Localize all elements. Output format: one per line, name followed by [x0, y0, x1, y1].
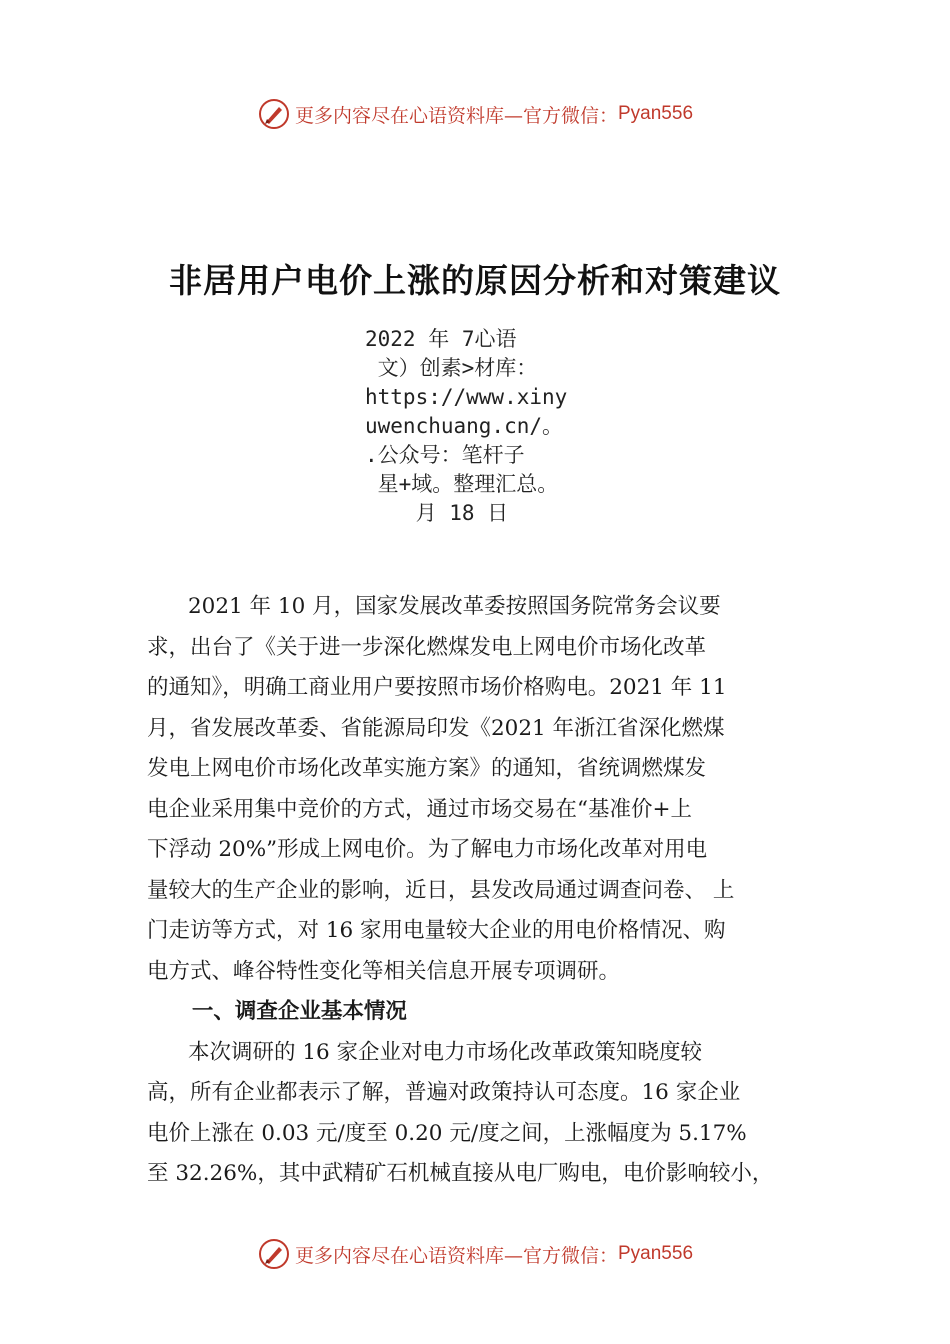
document-body	[147, 587, 827, 1195]
watermark-banner-top	[0, 94, 950, 134]
date-line: .公众号：笔杆子	[365, 443, 525, 467]
paragraph-line: 高，所有企业都表示了解，普遍对政策持认可态度。16 家企业	[147, 1080, 741, 1105]
watermark-text: 更多内容尽在心语资料库—官方微信：	[294, 104, 618, 127]
paragraph-line: 月，省发展改革委、省能源局印发《2021 年浙江省深化燃煤	[147, 715, 725, 741]
paragraph-line: 本次调研的 16 家企业对电力市场化改革政策知晓度较	[147, 1039, 703, 1065]
pen-logo-icon	[257, 1237, 291, 1271]
date-line: uwenchuang.cn/。	[365, 414, 564, 438]
paragraph-line: 发电上网电价市场化改革实施方案》的通知，省统调燃煤发	[147, 756, 707, 781]
paragraph-line: 电价上涨在 0.03 元/度至 0.20 元/度之间，上涨幅度为 5.17%	[147, 1120, 747, 1146]
date-line: 2022 年 7心语	[365, 327, 517, 351]
wechat-id: Pyan556	[618, 1243, 694, 1264]
paragraph-line: 量较大的生产企业的影响，近日，县发改局通过调查问卷、 上	[147, 877, 735, 903]
date-line: 文）创素>材库：	[365, 356, 538, 380]
paragraph-line: 下浮动 20%”形成上网电价。为了解电力市场化改革对用电	[147, 837, 708, 862]
paragraph-line: 至 32.26%，其中武精矿石机械直接从电厂购电，电价影响较小，	[147, 1161, 774, 1186]
wechat-id: Pyan556	[618, 103, 694, 124]
document-title: 非居用户电价上涨的原因分析和对策建议	[169, 261, 781, 300]
paragraph-line: 求，出台了《关于进一步深化燃煤发电上网电价市场化改革	[147, 634, 707, 660]
pen-logo-icon	[257, 97, 291, 131]
section-heading: 一、调查企业基本情况	[147, 999, 407, 1024]
watermark-text: 更多内容尽在心语资料库—官方微信：	[294, 1244, 618, 1267]
paragraph-line: 2021 年 10 月，国家发展改革委按照国务院常务会议要	[147, 594, 721, 619]
date-block	[365, 325, 585, 528]
paragraph-line: 的通知》，明确工商业用户要按照市场价格购电。2021 年 11	[147, 675, 727, 700]
date-line: https://www.xiny	[365, 385, 568, 409]
paragraph-line: 门走访等方式，对 16 家用电量较大企业的用电价格情况、购	[147, 918, 726, 943]
watermark-banner-bottom	[0, 1234, 950, 1274]
paragraph-line: 电企业采用集中竞价的方式，通过市场交易在“基准价+上	[147, 796, 693, 822]
paragraph-line: 电方式、峰谷特性变化等相关信息开展专项调研。	[147, 958, 621, 984]
date-line: 月 18 日	[365, 501, 509, 525]
date-line: 星+域。整理汇总。	[365, 472, 559, 496]
